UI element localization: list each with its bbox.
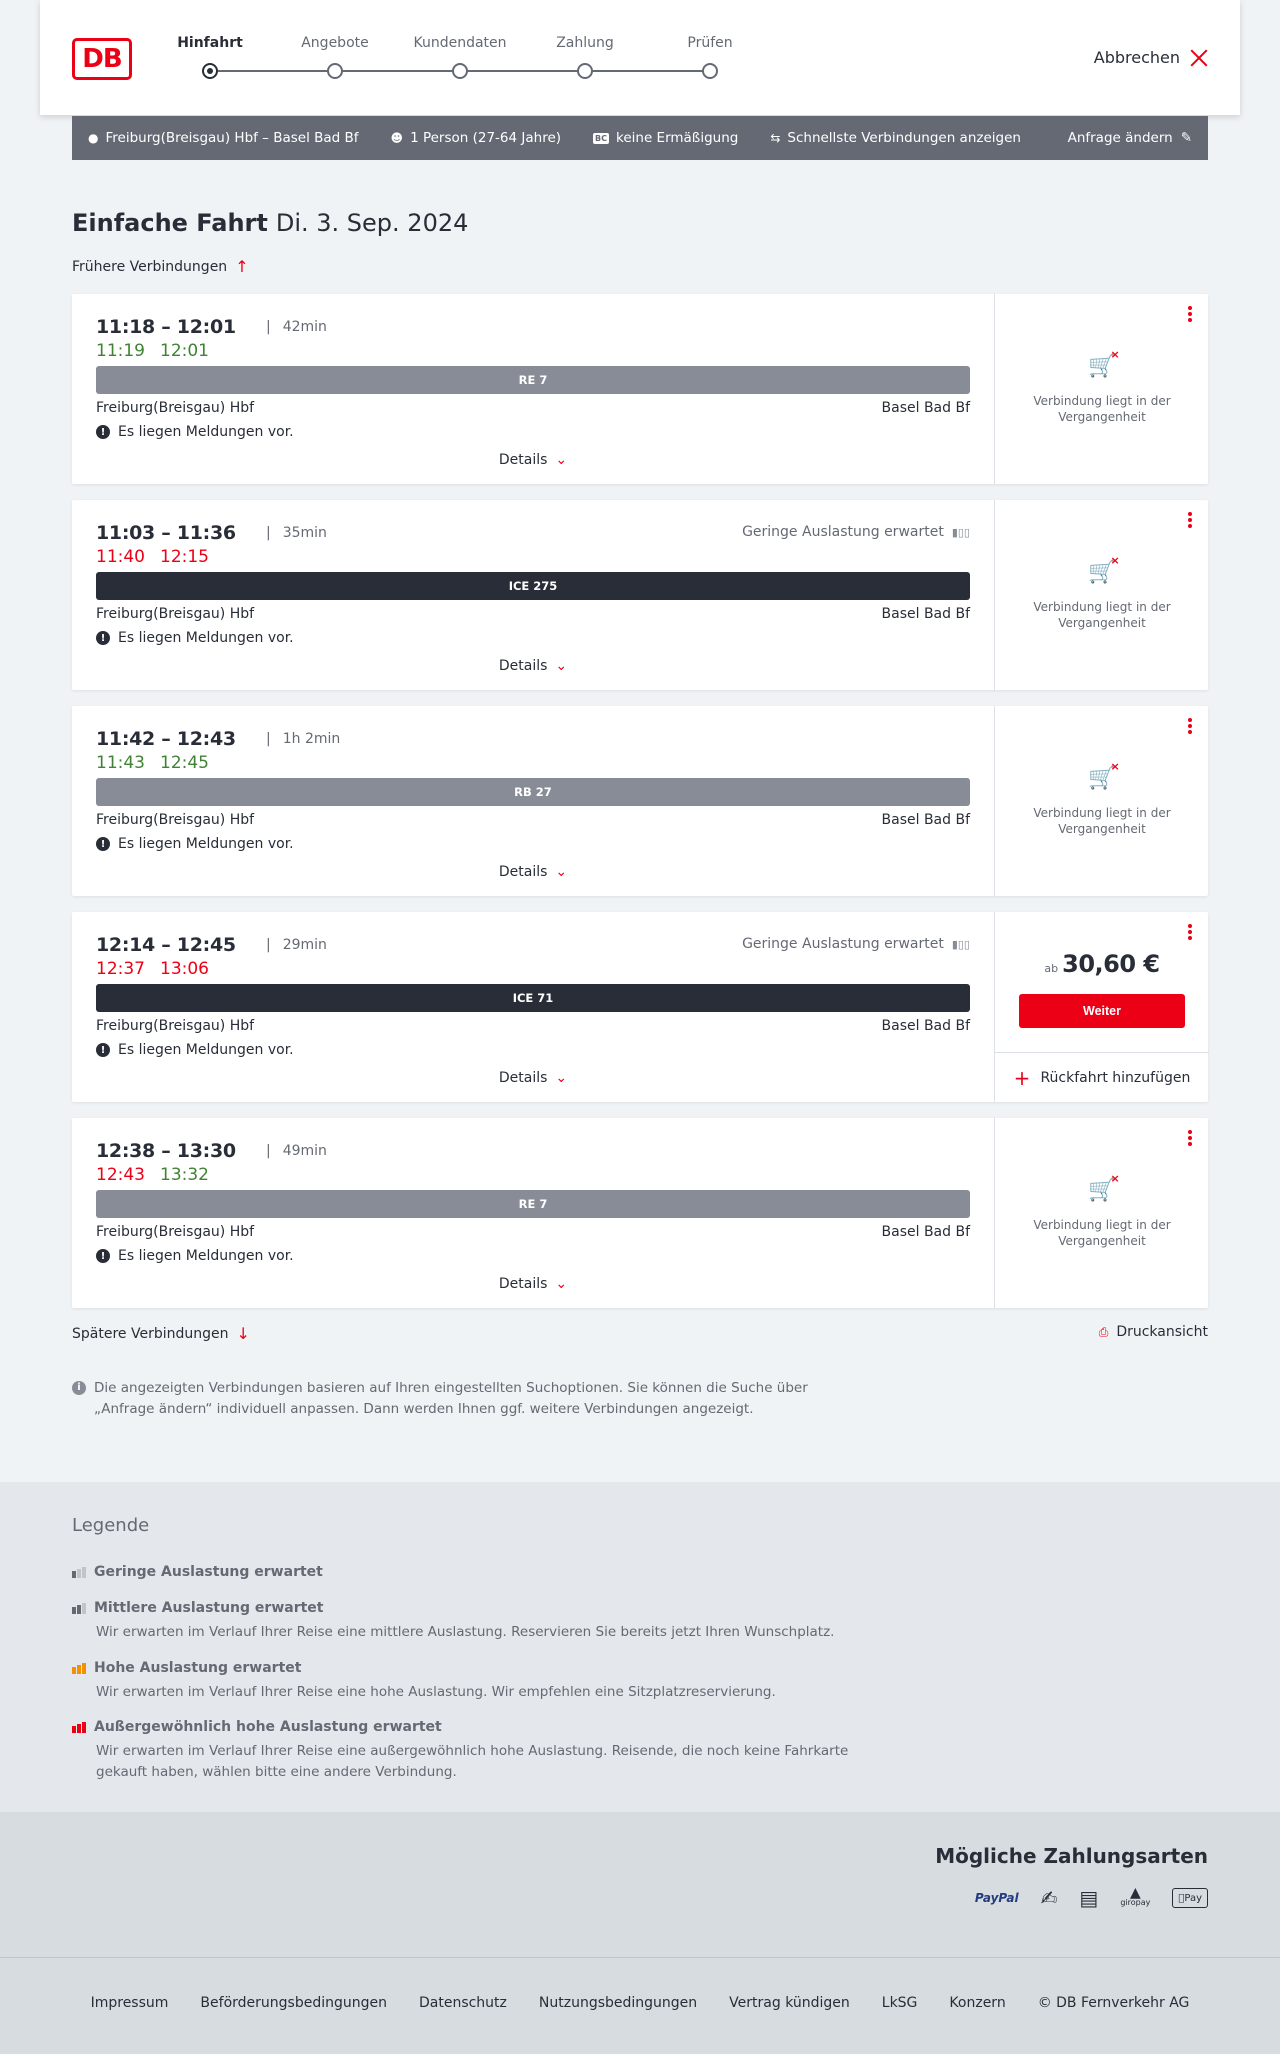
occupancy-level-icon	[72, 1721, 86, 1733]
service-message	[96, 1248, 294, 1264]
connection-main[interactable]	[72, 500, 994, 690]
service-message	[96, 630, 294, 646]
bahncard-icon: BC	[595, 133, 607, 143]
message-text: Es liegen Meldungen vor.	[118, 424, 294, 440]
printer-icon: ⎙	[1098, 1324, 1109, 1339]
details-label: Details	[498, 864, 548, 880]
payment-title: Mögliche Zahlungsarten	[935, 1844, 1208, 1868]
train-bar[interactable]: RE 7	[96, 1190, 970, 1218]
add-return-button[interactable]	[995, 1052, 1209, 1102]
occupancy-level-icon	[72, 1602, 86, 1614]
realtime-departure: 12:37	[96, 959, 145, 979]
step-dot-hinfahrt	[202, 63, 218, 79]
occupancy-indicator	[742, 936, 970, 952]
departure-station: Freiburg(Breisgau) Hbf	[96, 1018, 255, 1034]
more-options-icon[interactable]	[1188, 924, 1192, 940]
connection-main[interactable]	[72, 912, 994, 1102]
cancel-button[interactable]	[1094, 48, 1208, 67]
details-toggle[interactable]	[72, 658, 994, 674]
step-angebote: Angebote	[301, 35, 369, 51]
legend-description: Wir erwarten im Verlauf Ihrer Reise eine außergewöhnlich hohe Auslastung. Reisende, die noch keine Fahrkarte gekauft haben, wählen bitte eine andere Verbindung.	[96, 1743, 849, 1780]
route-summary[interactable]	[88, 130, 359, 146]
footer-link[interactable]: Datenschutz	[418, 1995, 507, 2011]
connection-card[interactable]	[72, 912, 1208, 1102]
traveller-text: 1 Person (27-64 Jahre)	[410, 130, 562, 146]
price-value: 30,60 €	[1062, 950, 1160, 978]
details-toggle[interactable]	[72, 1276, 994, 1292]
offer-panel	[994, 1118, 1208, 1308]
arrival-station: Basel Bad Bf	[881, 1018, 970, 1034]
occupancy-text: Geringe Auslastung erwartet	[742, 936, 944, 952]
realtime-departure: 12:43	[96, 1165, 145, 1185]
alert-icon: !	[96, 1043, 110, 1057]
payment-methods-section	[0, 1812, 1280, 1957]
message-text: Es liegen Meldungen vor.	[118, 1042, 294, 1058]
chevron-down-icon: ⌄	[555, 452, 568, 468]
step-dot-zahlung	[577, 63, 593, 79]
scheduled-times: 11:03 – 11:36	[96, 522, 236, 544]
connection-card[interactable]	[72, 500, 1208, 690]
cart-unavailable-icon: 🛒 ×	[1088, 766, 1115, 791]
step-dot-kundendaten	[452, 63, 468, 79]
alert-icon: !	[96, 631, 110, 645]
arrival-station: Basel Bad Bf	[881, 606, 970, 622]
realtime-arrival: 12:45	[160, 753, 209, 773]
train-bar[interactable]: RE 7	[96, 366, 970, 394]
footer-link: © DB Fernverkehr AG	[1037, 1995, 1190, 2011]
occupancy-indicator	[742, 524, 970, 540]
alert-icon: !	[96, 1249, 110, 1263]
continue-button[interactable]: Weiter	[1019, 994, 1185, 1028]
arrival-station: Basel Bad Bf	[881, 1224, 970, 1240]
step-kundendaten: Kundendaten	[413, 35, 507, 51]
past-connection-notice	[995, 1178, 1209, 1249]
cart-unavailable-icon: 🛒 ×	[1088, 1178, 1115, 1203]
fastest-toggle[interactable]	[770, 130, 1021, 146]
footer-link[interactable]: Impressum	[90, 1995, 169, 2011]
person-icon: ☻	[390, 131, 404, 145]
realtime-arrival: 13:06	[160, 959, 209, 979]
realtime-departure: 11:40	[96, 547, 145, 567]
message-text: Es liegen Meldungen vor.	[118, 1248, 294, 1264]
offer-panel	[994, 500, 1208, 690]
duration: | 29min	[266, 937, 327, 953]
details-toggle[interactable]	[72, 1070, 994, 1086]
occupancy-level-icon	[72, 1662, 86, 1674]
db-logo[interactable]: DB	[72, 38, 132, 80]
past-text: Verbindung liegt in der Vergangenheit	[1033, 394, 1171, 424]
more-options-icon[interactable]	[1188, 1130, 1192, 1146]
realtime-departure: 11:19	[96, 341, 145, 361]
connection-card[interactable]	[72, 706, 1208, 896]
realtime-arrival: 13:32	[160, 1165, 209, 1185]
train-bar[interactable]: ICE 71	[96, 984, 970, 1012]
past-connection-notice	[995, 560, 1209, 631]
footer-link[interactable]: Beförderungsbedingungen	[200, 1995, 387, 2011]
legend-item	[72, 1719, 872, 1783]
step-pruefen: Prüfen	[687, 35, 733, 51]
paypal-icon: PayPal	[974, 1891, 1019, 1905]
past-text: Verbindung liegt in der Vergangenheit	[1033, 1218, 1171, 1248]
sepa-icon: ▤	[1079, 1886, 1099, 1910]
duration: | 49min	[266, 1143, 327, 1159]
pencil-icon: ✎	[1180, 130, 1192, 146]
fastest-text: Schnellste Verbindungen anzeigen	[787, 130, 1021, 146]
swap-arrows-icon: ⇆	[770, 131, 781, 145]
details-label: Details	[498, 1276, 548, 1292]
train-bar[interactable]: ICE 275	[96, 572, 970, 600]
occupancy-text: Geringe Auslastung erwartet	[742, 524, 944, 540]
change-request-button[interactable]	[1068, 130, 1192, 146]
offer-panel	[994, 294, 1208, 484]
details-toggle[interactable]	[72, 452, 994, 468]
more-options-icon[interactable]	[1188, 512, 1192, 528]
close-icon	[1190, 49, 1208, 67]
legend-item	[72, 1660, 872, 1703]
message-text: Es liegen Meldungen vor.	[118, 630, 294, 646]
footer-link[interactable]: LkSG	[881, 1995, 918, 2011]
arrow-down-icon: ↓	[236, 1324, 250, 1343]
connection-card[interactable]	[72, 1118, 1208, 1308]
train-bar[interactable]: RB 27	[96, 778, 970, 806]
plus-icon: +	[1013, 1065, 1031, 1090]
past-connection-notice	[995, 766, 1209, 837]
print-label: Druckansicht	[1116, 1324, 1208, 1340]
more-options-icon[interactable]	[1188, 306, 1192, 322]
past-text: Verbindung liegt in der Vergangenheit	[1033, 600, 1171, 630]
step-zahlung: Zahlung	[556, 35, 614, 51]
route-text: Freiburg(Breisgau) Hbf – Basel Bad Bf	[105, 130, 359, 146]
scheduled-times: 11:18 – 12:01	[96, 316, 236, 338]
legend-description: Wir erwarten im Verlauf Ihrer Reise eine mittlere Auslastung. Reservieren Sie bereits jetzt Ihren Wunschplatz.	[96, 1624, 835, 1640]
more-options-icon[interactable]	[1188, 718, 1192, 734]
footer	[0, 1957, 1280, 2054]
price	[995, 950, 1209, 978]
realtime-departure: 11:43	[96, 753, 145, 773]
chevron-down-icon: ⌄	[555, 1070, 568, 1086]
departure-station: Freiburg(Breisgau) Hbf	[96, 400, 255, 416]
print-view-link[interactable]	[1099, 1324, 1208, 1340]
step-dot-angebote	[327, 63, 343, 79]
giropay-icon: ▲ giropay	[1120, 1885, 1151, 1907]
duration: | 1h 2min	[266, 731, 340, 747]
connection-main[interactable]	[72, 1118, 994, 1308]
info-icon: i	[72, 1381, 86, 1395]
details-label: Details	[498, 1070, 548, 1086]
earlier-connections-link[interactable]	[72, 257, 249, 276]
legend-label: Hohe Auslastung erwartet	[94, 1660, 302, 1676]
legend-label: Mittlere Auslastung erwartet	[94, 1600, 324, 1616]
footer-link[interactable]: Nutzungsbedingungen	[538, 1995, 698, 2011]
departure-station: Freiburg(Breisgau) Hbf	[96, 606, 255, 622]
details-label: Details	[498, 658, 548, 674]
legend-item	[72, 1564, 872, 1580]
cancel-label: Abbrechen	[1093, 48, 1180, 67]
request-summary-bar	[72, 116, 1208, 160]
connection-main[interactable]	[72, 706, 994, 896]
service-message	[96, 1042, 294, 1058]
past-text: Verbindung liegt in der Vergangenheit	[1033, 806, 1171, 836]
return-label: Rückfahrt hinzufügen	[1040, 1069, 1191, 1086]
duration: | 35min	[266, 525, 327, 541]
info-text: Die angezeigten Verbindungen basieren auf Ihren eingestellten Suchoptionen. Sie können die Suche über „Anfrage ändern“ individuell anpassen. Dann werden Ihnen ggf. weitere Verbindungen angezeigt.	[94, 1380, 808, 1417]
offer-panel	[994, 912, 1208, 1102]
service-message	[96, 424, 294, 440]
later-connections-link[interactable]	[72, 1324, 250, 1343]
legend-section	[0, 1482, 1280, 1812]
details-label: Details	[498, 452, 548, 468]
chevron-down-icon: ⌄	[555, 658, 568, 674]
top-header	[40, 0, 1240, 115]
legend-description: Wir erwarten im Verlauf Ihrer Reise eine hohe Auslastung. Wir empfehlen eine Sitzplatzreservierung.	[96, 1684, 776, 1700]
step-hinfahrt[interactable]: Hinfahrt	[177, 35, 243, 51]
realtime-arrival: 12:15	[160, 547, 209, 567]
legend-label: Außergewöhnlich hohe Auslastung erwartet	[94, 1719, 442, 1735]
service-message	[96, 836, 294, 852]
legend-label: Geringe Auslastung erwartet	[94, 1564, 323, 1580]
travel-date: Di. 3. Sep. 2024	[275, 209, 469, 237]
chevron-down-icon: ⌄	[555, 1276, 568, 1292]
apple-pay-icon: Pay	[1172, 1888, 1208, 1908]
scheduled-times: 12:38 – 13:30	[96, 1140, 236, 1162]
cart-unavailable-icon: 🛒 ×	[1088, 560, 1115, 585]
departure-station: Freiburg(Breisgau) Hbf	[96, 1224, 255, 1240]
scheduled-times: 12:14 – 12:45	[96, 934, 236, 956]
message-text: Es liegen Meldungen vor.	[118, 836, 294, 852]
cart-unavailable-icon: 🛒 ×	[1088, 354, 1115, 379]
trip-type: Einfache Fahrt	[72, 209, 268, 237]
arrow-up-icon: ↑	[235, 257, 249, 276]
discount-text: keine Ermäßigung	[616, 130, 739, 146]
location-pin-icon: ●	[88, 131, 99, 145]
search-info-note	[72, 1378, 852, 1420]
alert-icon: !	[96, 837, 110, 851]
departure-station: Freiburg(Breisgau) Hbf	[96, 812, 255, 828]
arrival-station: Basel Bad Bf	[881, 812, 970, 828]
credit-card-icon: ✍	[1040, 1886, 1058, 1910]
connection-card[interactable]	[72, 294, 1208, 484]
details-toggle[interactable]	[72, 864, 994, 880]
chevron-down-icon: ⌄	[555, 864, 568, 880]
alert-icon: !	[96, 425, 110, 439]
footer-link[interactable]: Konzern	[949, 1995, 1006, 2011]
arrival-station: Basel Bad Bf	[881, 400, 970, 416]
legend-item	[72, 1600, 872, 1643]
realtime-arrival: 12:01	[160, 341, 209, 361]
later-label: Spätere Verbindungen	[72, 1325, 229, 1342]
offer-panel	[994, 706, 1208, 896]
past-connection-notice	[995, 354, 1209, 425]
occupancy-low-icon: ▮▯▯	[951, 525, 970, 539]
occupancy-level-icon	[72, 1566, 86, 1578]
duration: | 42min	[266, 319, 327, 335]
scheduled-times: 11:42 – 12:43	[96, 728, 236, 750]
traveller-summary[interactable]	[391, 130, 561, 146]
earlier-label: Frühere Verbindungen	[72, 258, 228, 275]
change-request-label: Anfrage ändern	[1067, 130, 1173, 146]
page-title	[72, 209, 468, 237]
connection-main[interactable]	[72, 294, 994, 484]
price-prefix: ab	[1044, 962, 1059, 975]
discount-summary[interactable]	[593, 130, 738, 146]
step-dot-pruefen	[702, 63, 718, 79]
occupancy-low-icon: ▮▯▯	[951, 937, 970, 951]
footer-link[interactable]: Vertrag kündigen	[729, 1995, 850, 2011]
legend-title: Legende	[72, 1515, 150, 1536]
